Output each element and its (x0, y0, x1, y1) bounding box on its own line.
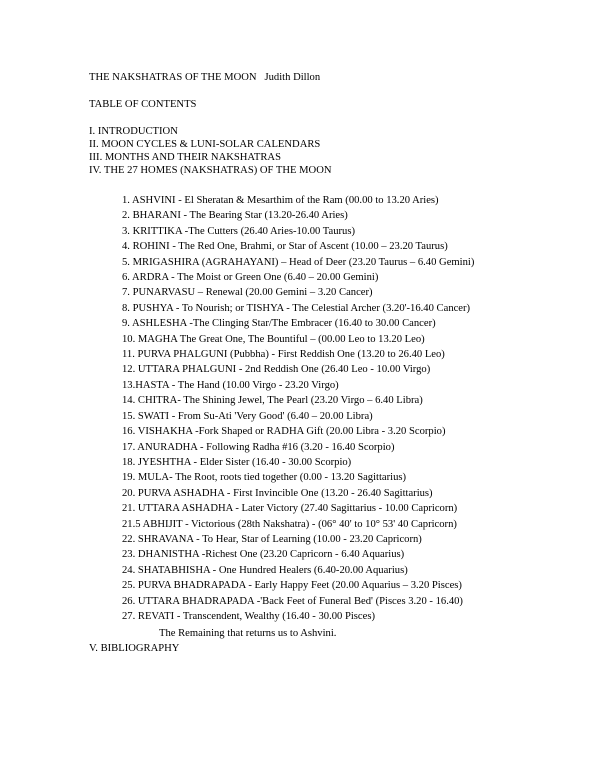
nakshatra-item: 15. SWATI - From Su-Ati 'Very Good' (6.40 – 20.00 Libra) (122, 410, 373, 422)
remaining-note: The Remaining that returns us to Ashvini. (159, 628, 337, 639)
nakshatra-item: 24. SHATABHISHA - One Hundred Healers (6.40-20.00 Aquarius) (122, 564, 408, 576)
section-item: III. MONTHS AND THEIR NAKSHATRAS (89, 152, 281, 163)
document-title: THE NAKSHATRAS OF THE MOON (89, 72, 257, 83)
nakshatra-item: 1. ASHVINI - El Sheratan & Mesarthim of the Ram (00.00 to 13.20 Aries) (122, 195, 439, 206)
nakshatra-item: 6. ARDRA - The Moist or Green One (6.40 – 20.00 Gemini) (122, 272, 379, 284)
bibliography-heading: V. BIBLIOGRAPHY (89, 643, 180, 654)
nakshatra-item: 23. DHANISTHA -Richest One (23.20 Capricorn - 6.40 Aquarius) (122, 549, 405, 561)
nakshatra-item: 18. JYESHTHA - Elder Sister (16.40 - 30.00 Scorpio) (122, 456, 352, 468)
document-author: Judith Dillon (264, 72, 321, 83)
nakshatra-item: 3. KRITTIKA -The Cutters (26.40 Aries-10.00 Taurus) (122, 225, 355, 237)
section-list (89, 125, 332, 177)
nakshatra-item: 11. PURVA PHALGUNI (Pubbha) - First Reddish One (13.20 to 26.40 Leo) (122, 349, 445, 361)
nakshatra-item: 20. PURVA ASHADHA - First Invincible One (13.20 - 26.40 Sagittarius) (122, 487, 433, 499)
nakshatra-item: 26. UTTARA BHADRAPADA -'Back Feet of Funeral Bed' (Pisces 3.20 - 16.40) (122, 595, 463, 607)
nakshatra-item: 25. PURVA BHADRAPADA - Early Happy Feet (20.00 Aquarius – 3.20 Pisces) (122, 580, 462, 592)
nakshatra-item: 8. PUSHYA - To Nourish; or TISHYA - The Celestial Archer (3.20'-16.40 Cancer) (122, 302, 471, 314)
nakshatra-item: 27. REVATI - Transcendent, Wealthy (16.40 - 30.00 Pisces) (122, 610, 375, 622)
section-item: IV. THE 27 HOMES (NAKSHATRAS) OF THE MOON (89, 165, 332, 176)
toc-heading: TABLE OF CONTENTS (89, 99, 197, 110)
nakshatra-item: 17. ANURADHA - Following Radha #16 (3.20 - 16.40 Scorpio) (122, 441, 395, 453)
nakshatra-item: 10. MAGHA The Great One, The Bountiful – (00.00 Leo to 13.20 Leo) (122, 333, 425, 345)
nakshatra-item: 4. ROHINI - The Red One, Brahmi, or Star of Ascent (10.00 – 23.20 Taurus) (122, 241, 448, 253)
nakshatra-list (122, 193, 474, 624)
nakshatra-item: 19. MULA- The Root, roots tied together (0.00 - 13.20 Sagittarius) (122, 472, 407, 484)
document-title-line (89, 71, 320, 84)
section-item: II. MOON CYCLES & LUNI-SOLAR CALENDARS (89, 139, 321, 150)
nakshatra-item: 2. BHARANI - The Bearing Star (13.20-26.40 Aries) (122, 210, 348, 222)
nakshatra-item: 5. MRIGASHIRA (AGRAHAYANI) – Head of Deer (23.20 Taurus – 6.40 Gemini) (122, 256, 475, 268)
nakshatra-item: 14. CHITRA- The Shining Jewel, The Pearl (23.20 Virgo – 6.40 Libra) (122, 395, 423, 407)
nakshatra-item: 13.HASTA - The Hand (10.00 Virgo - 23.20 Virgo) (122, 379, 339, 391)
nakshatra-item: 7. PUNARVASU – Renewal (20.00 Gemini – 3.20 Cancer) (122, 287, 373, 299)
nakshatra-item: 21.5 ABHIJIT - Victorious (28th Nakshatra) - (06° 40' to 10° 53' 40 Capricorn) (122, 518, 457, 530)
nakshatra-item: 21. UTTARA ASHADHA - Later Victory (27.40 Sagittarius - 10.00 Capricorn) (122, 503, 458, 515)
nakshatra-item: 22. SHRAVANA - To Hear, Star of Learning (10.00 - 23.20 Capricorn) (122, 533, 422, 545)
nakshatra-item: 9. ASHLESHA -The Clinging Star/The Embracer (16.40 to 30.00 Cancer) (122, 318, 436, 330)
section-item: I. INTRODUCTION (89, 126, 178, 137)
nakshatra-item: 12. UTTARA PHALGUNI - 2nd Reddish One (26.40 Leo - 10.00 Virgo) (122, 364, 431, 376)
nakshatra-item: 16. VISHAKHA -Fork Shaped or RADHA Gift (20.00 Libra - 3.20 Scorpio) (122, 426, 446, 438)
